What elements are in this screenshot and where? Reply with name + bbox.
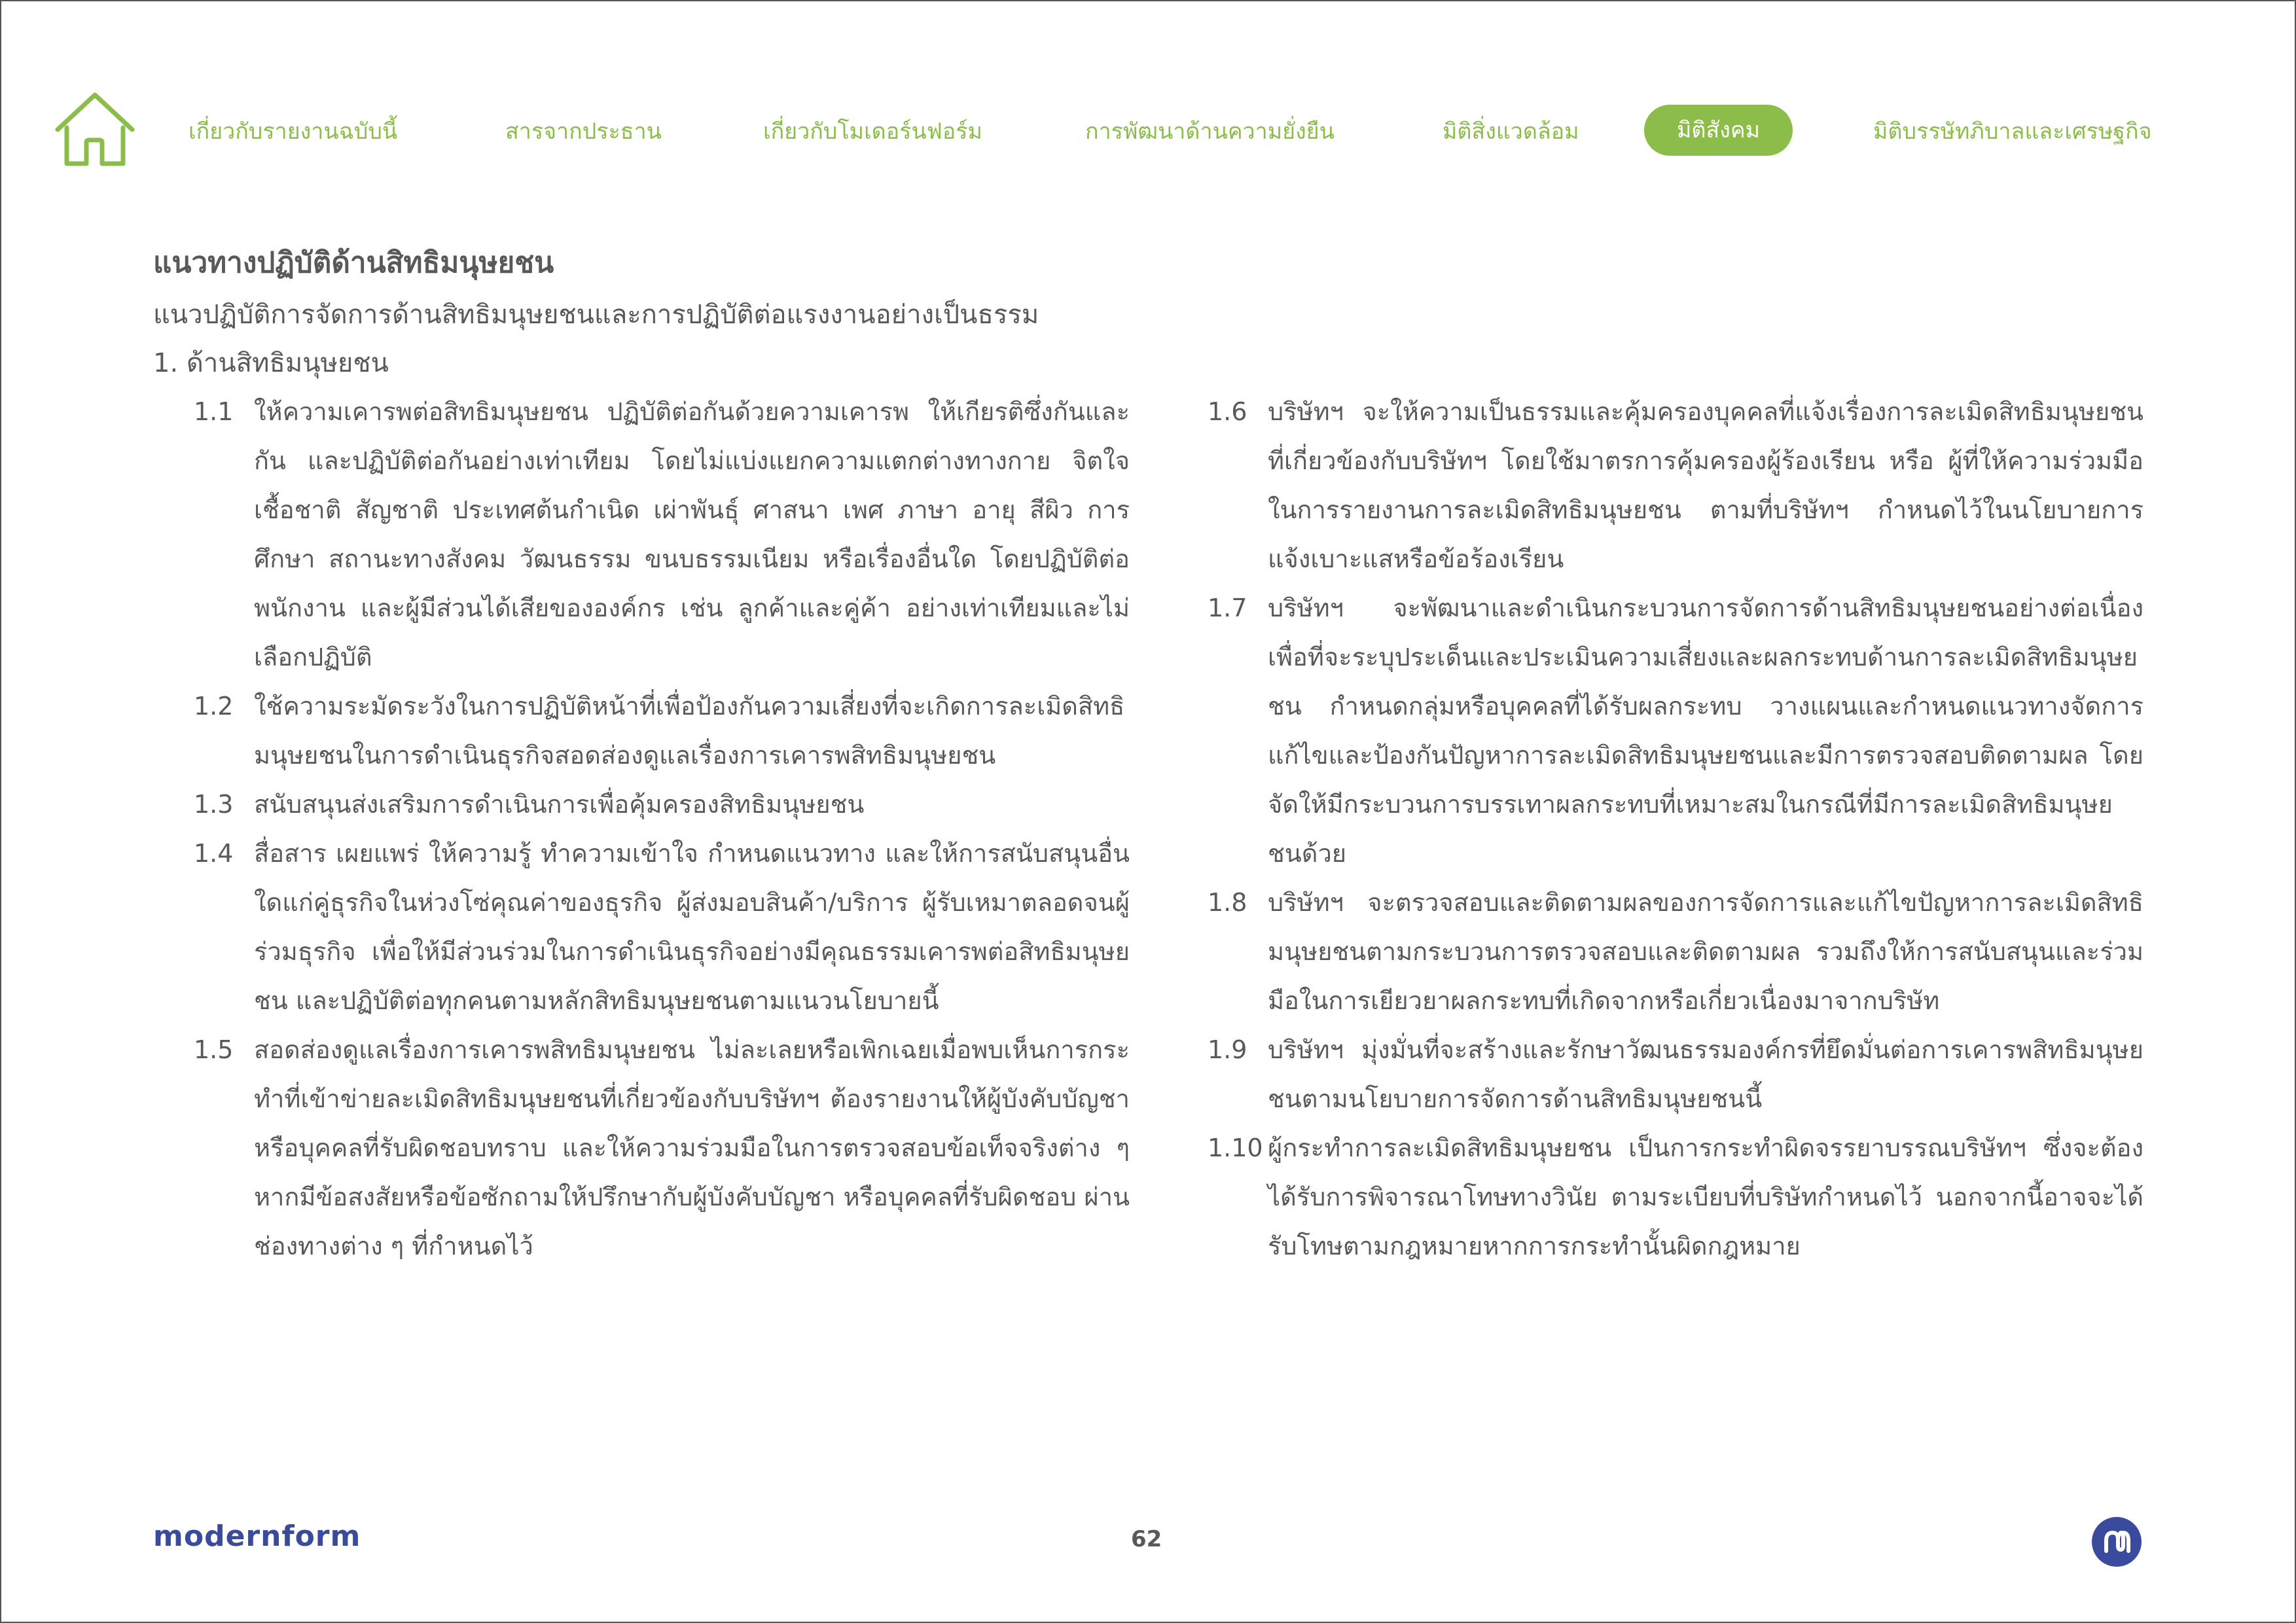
nav-item-social[interactable]: มิติสังคม <box>1644 105 1793 156</box>
item-number: 1.4 <box>194 839 234 868</box>
item-text: บริษัทฯ จะพัฒนาและดำเนินกระบวนการจัดการด้านสิทธิมนุษยชนอย่างต่อเนื่อง เพื่อที่จะระบุประเด็นและประเมินความเสี่ยงและผลกระทบด้านการละเมิดสิทธิมนุษยชน กำหนดกลุ่มหรือบุคคลที่ได้รับผลกระทบ วางแผนและกำหนดแนวทางจัดการแก้ไขและป้องกันปัญหาการละเมิดสิทธิมนุษยชนและมีการตรวจสอบติดตามผล โดยจัดให้มีกระบวนการบรรเทาผลกระทบที่เหมาะสมในกรณีที่มีการละเมิดสิทธิมนุษยชนด้วย <box>1268 594 2144 868</box>
nav-item-about-report[interactable]: เกี่ยวกับรายงานฉบับนี้ <box>188 118 398 145</box>
item-text: ใช้ความระมัดระวังในการปฏิบัติหน้าที่เพื่อป้องกันความเสี่ยงที่จะเกิดการละเมิดสิทธิมนุษยชนในการดำเนินธุรกิจสอดส่องดูแลเรื่องการเคารพสิทธิมนุษยชน <box>254 692 1125 770</box>
item-text: สอดส่องดูแลเรื่องการเคารพสิทธิมนุษยชน ไม่ละเลยหรือเพิกเฉยเมื่อพบเห็นการกระทำที่เข้าข่ายละเมิดสิทธิมนุษยชนที่เกี่ยวข้องกับบริษัทฯ ต้องรายงานให้ผู้บังคับบัญชาหรือบุคคลที่รับผิดชอบทราบ และให้ความร่วมมือในการตรวจสอบข้อเท็จจริงต่าง ๆ หากมีข้อสงสัยหรือข้อซักถามให้ปรึกษากับผู้บังคับบัญชา หรือบุคคลที่รับผิดชอบ ผ่านช่องทางต่าง ๆ ที่กำหนดไว้ <box>254 1035 1130 1260</box>
list-item <box>194 829 1130 1026</box>
item-text: บริษัทฯ มุ่งมั่นที่จะสร้างและรักษาวัฒนธรรมองค์กรที่ยึดมั่นต่อการเคารพสิทธิมนุษยชนตามนโยบายการจัดการด้านสิทธิมนุษยชนนี้ <box>1268 1035 2144 1113</box>
item-number: 1.8 <box>1208 888 1247 917</box>
item-text: บริษัทฯ จะให้ความเป็นธรรมและคุ้มครองบุคคลที่แจ้งเรื่องการละเมิดสิทธิมนุษยชนที่เกี่ยวข้องกับบริษัทฯ โดยใช้มาตรการคุ้มครองผู้ร้องเรียน หรือ ผู้ที่ให้ความร่วมมือในการรายงานการละเมิดสิทธิมนุษยชน ตามที่บริษัทฯ กำหนดไว้ในนโยบายการแจ้งเบาะแสหรือข้อร้องเรียน <box>1268 397 2144 573</box>
item-number: 1.6 <box>1208 397 1247 426</box>
list-item <box>194 780 1130 829</box>
item-number: 1.10 <box>1208 1133 1263 1162</box>
page-number: 62 <box>1131 1526 1162 1552</box>
list-item <box>194 1026 1130 1271</box>
item-number: 1.3 <box>194 790 234 819</box>
list-item <box>194 387 1130 682</box>
list-item <box>1208 387 2144 584</box>
brand-wordmark: modernform <box>153 1520 361 1553</box>
list-item <box>194 682 1130 780</box>
list-item <box>1208 1124 2144 1271</box>
item-number: 1.7 <box>1208 594 1247 622</box>
page-subtitle: แนวปฏิบัติการจัดการด้านสิทธิมนุษยชนและการปฏิบัติต่อแรงงานอย่างเป็นธรรม <box>153 300 1039 330</box>
list-item <box>1208 1026 2144 1124</box>
home-icon[interactable] <box>52 92 137 170</box>
item-text: สนับสนุนส่งเสริมการดำเนินการเพื่อคุ้มครองสิทธิมนุษยชน <box>254 790 865 819</box>
modernform-m-logo-icon <box>2092 1517 2142 1567</box>
nav-item-chairman-message[interactable]: สารจากประธาน <box>505 118 662 145</box>
item-number: 1.5 <box>194 1035 234 1064</box>
item-text: บริษัทฯ จะตรวจสอบและติดตามผลของการจัดการและแก้ไขปัญหาการละเมิดสิทธิมนุษยชนตามกระบวนการตรวจสอบและติดตามผล รวมถึงให้การสนับสนุนและร่วมมือในการเยียวยาผลกระทบที่เกิดจากหรือเกี่ยวเนื่องมาจากบริษัท <box>1268 888 2144 1015</box>
right-column <box>1208 387 2144 1271</box>
item-text: สื่อสาร เผยแพร่ ให้ความรู้ ทำความเข้าใจ กำหนดแนวทาง และให้การสนับสนุนอื่นใดแก่คู่ธุรกิจในห่วงโซ่คุณค่าของธุรกิจ ผู้ส่งมอบสินค้า/บริการ ผู้รับเหมาตลอดจนผู้ร่วมธุรกิจ เพื่อให้มีส่วนร่วมในการดำเนินธุรกิจอย่างมีคุณธรรมเคารพต่อสิทธิมนุษยชน และปฏิบัติต่อทุกคนตามหลักสิทธิมนุษยชนตามแนวนโยบายนี้ <box>254 839 1130 1015</box>
list-item <box>1208 584 2144 878</box>
item-number: 1.1 <box>194 397 234 426</box>
item-number: 1.9 <box>1208 1035 1247 1064</box>
item-text: ผู้กระทำการละเมิดสิทธิมนุษยชน เป็นการกระทำผิดจรรยาบรรณบริษัทฯ ซึ่งจะต้องได้รับการพิจารณาโทษทางวินัย ตามระเบียบที่บริษัทกำหนดไว้ นอกจากนี้อาจจะได้รับโทษตามกฎหมายหากการกระทำนั้นผิดกฎหมาย <box>1268 1133 2144 1260</box>
page-title: แนวทางปฏิบัติด้านสิทธิมนุษยชน <box>153 246 554 279</box>
section-title: 1. ด้านสิทธิมนุษยชน <box>153 348 389 378</box>
nav-item-about-modernform[interactable]: เกี่ยวกับโมเดอร์นฟอร์ม <box>763 118 982 145</box>
list-item <box>1208 878 2144 1026</box>
left-column <box>194 387 1130 1271</box>
item-text: ให้ความเคารพต่อสิทธิมนุษยชน ปฏิบัติต่อกันด้วยความเคารพ ให้เกียรติซึ่งกันและกัน และปฏิบัติต่อกันอย่างเท่าเทียม โดยไม่แบ่งแยกความแตกต่างทางกาย จิตใจ เชื้อชาติ สัญชาติ ประเทศต้นกำเนิด เผ่าพันธุ์ ศาสนา เพศ ภาษา อายุ สีผิว การศึกษา สถานะทางสังคม วัฒนธรรม ขนบธรรมเนียม หรือเรื่องอื่นใด โดยปฏิบัติต่อพนักงาน และผู้มีส่วนได้เสียขององค์กร เช่น ลูกค้าและคู่ค้า อย่างเท่าเทียมและไม่เลือกปฏิบัติ <box>254 397 1130 671</box>
nav-item-governance-economic[interactable]: มิติบรรษัทภิบาลและเศรษฐกิจ <box>1873 118 2152 145</box>
item-number: 1.2 <box>194 692 234 721</box>
nav-item-environmental[interactable]: มิติสิ่งแวดล้อม <box>1443 118 1579 145</box>
nav-item-sustainability-development[interactable]: การพัฒนาด้านความยั่งยืน <box>1085 118 1335 145</box>
